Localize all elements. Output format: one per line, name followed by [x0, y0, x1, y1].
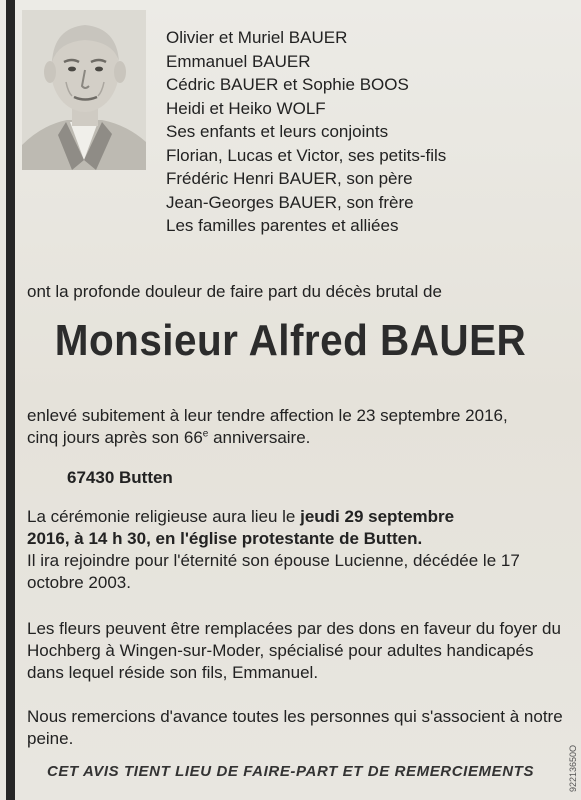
announcement-line: ont la profonde douleur de faire part du décès brutal de — [27, 282, 442, 301]
ceremony-intro: La cérémonie religieuse aura lieu le — [27, 507, 301, 526]
place-heading: 67430 Butten — [67, 468, 173, 487]
ceremony-date: jeudi 29 septembre — [300, 507, 455, 526]
family-member: Frédéric Henri BAUER, son père — [166, 169, 413, 188]
portrait-image — [22, 10, 146, 170]
ceremony-paragraph — [27, 506, 572, 594]
family-member: Cédric BAUER et Sophie BOOS — [166, 75, 409, 94]
left-border-rule — [6, 0, 15, 800]
family-member: Heidi et Heiko WOLF — [166, 98, 326, 118]
closing-notice: CET AVIS TIENT LIEU DE FAIRE-PART ET DE REMERCIEMENTS — [46, 763, 535, 780]
deceased-name: Monsieur Alfred BAUER — [54, 316, 527, 365]
family-member: Ses enfants et leurs conjoints — [166, 122, 389, 141]
death-line-1: enlevé subitement à leur tendre affection le 23 septembre 2016, — [27, 406, 508, 425]
family-list — [166, 26, 446, 238]
death-paragraph — [27, 405, 567, 449]
ordinal-suffix: e — [202, 428, 209, 440]
ceremony-time-place: 2016, à 14 h 30, en l'église protestante de Butten. — [27, 529, 423, 548]
thanks-paragraph: Nous remercions d'avance toutes les personnes qui s'associent à notre peine. — [27, 707, 563, 748]
portrait-photo — [22, 10, 146, 170]
flowers-paragraph: Les fleurs peuvent être remplacées par des dons en faveur du foyer du Hochberg à Wingen-sur-Moder, spécialisé pour adultes handicapés dans lequel réside son fils, Emmanuel. — [27, 619, 561, 682]
death-line-2-end: anniversaire. — [208, 428, 311, 447]
reference-number: 92213650O — [568, 744, 578, 792]
death-line-2 — [27, 427, 567, 449]
family-member: Jean-Georges BAUER, son frère — [166, 192, 414, 212]
ceremony-spouse-note: Il ira rejoindre pour l'éternité son épouse Lucienne, décédée le 17 octobre 2003. — [27, 551, 520, 592]
family-member: Florian, Lucas et Victor, ses petits-fils — [166, 145, 447, 165]
family-member: Les familles parentes et alliées — [166, 216, 399, 235]
family-member: Emmanuel BAUER — [166, 51, 311, 71]
death-line-2-text: cinq jours après son 66 — [27, 428, 203, 447]
family-member: Olivier et Muriel BAUER — [166, 28, 348, 47]
